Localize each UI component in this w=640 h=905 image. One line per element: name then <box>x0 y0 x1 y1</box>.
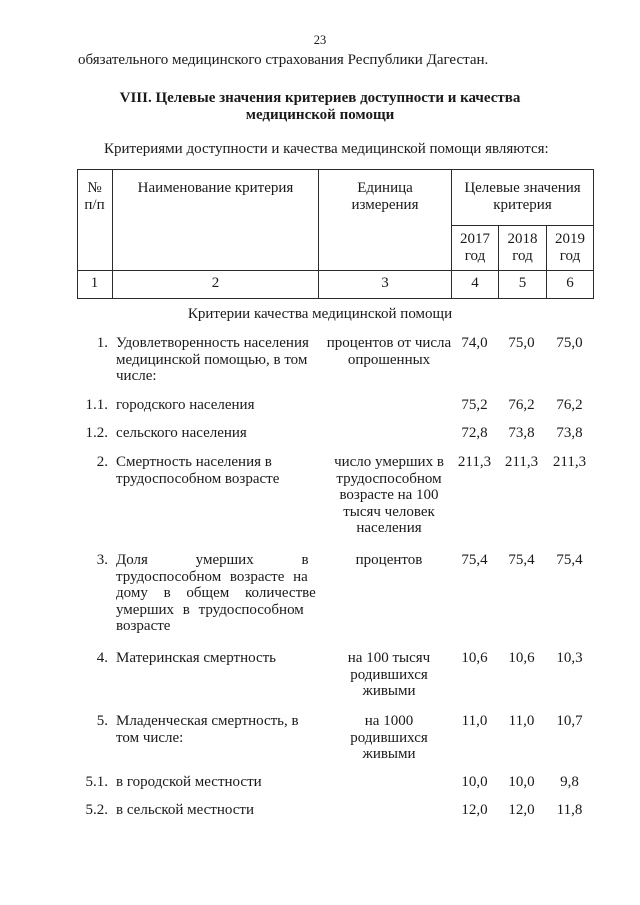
value-2017: 10,6 <box>461 650 488 666</box>
row-number: 4. <box>96 650 108 666</box>
value-2019: 211,3 <box>552 454 587 470</box>
row-number: 2. <box>96 454 108 470</box>
header-text: п/п <box>84 197 105 213</box>
year-value: 2019 <box>555 231 585 247</box>
unit-line: возрасте на 100 <box>339 487 439 503</box>
unit-line: живыми <box>362 683 416 699</box>
row-number: 1. <box>96 335 108 351</box>
header-target-col <box>452 180 593 214</box>
value-2019: 76,2 <box>556 397 583 413</box>
criterion-line: возрасте <box>116 618 171 634</box>
unit-cell <box>321 552 457 569</box>
criterion-line: умерших в трудоспособном <box>116 601 304 618</box>
criterion-name <box>116 397 316 414</box>
value-2018: 76,2 <box>508 397 535 413</box>
criterion-name <box>116 650 316 667</box>
column-number: 6 <box>566 275 574 291</box>
unit-cell <box>321 650 457 700</box>
value-2017: 75,4 <box>461 552 488 568</box>
value-2019: 73,8 <box>556 425 583 441</box>
lead-text: обязательного медицинского страхования Республики Дагестан. <box>78 52 489 68</box>
value-2017: 72,8 <box>461 425 488 441</box>
criterion-name <box>116 713 316 746</box>
unit-cell <box>321 713 457 763</box>
header-text: Единица <box>357 180 413 196</box>
year-unit: год <box>512 248 533 264</box>
header-number-col <box>77 180 112 214</box>
criterion-name <box>116 454 316 487</box>
header-name-col: Наименование критерия <box>137 180 294 196</box>
unit-line: число умерших в <box>334 454 444 470</box>
value-2017: 12,0 <box>461 802 488 818</box>
row-number: 1.1. <box>85 397 108 413</box>
value-2019: 11,8 <box>556 802 583 818</box>
year-unit: год <box>464 248 486 264</box>
section-title: Критерии качества медицинской помощи <box>187 306 453 322</box>
value-2018: 11,0 <box>508 713 535 729</box>
value-2019: 75,0 <box>556 335 583 351</box>
row-number: 3. <box>96 552 108 568</box>
intro-text: Критериями доступности и качества медицинской помощи являются: <box>104 141 549 157</box>
row-number: 5. <box>96 713 108 729</box>
header-year-2019 <box>547 231 593 265</box>
value-2019: 75,4 <box>556 552 583 568</box>
value-2017: 10,0 <box>461 774 488 790</box>
unit-line: процентов от числа <box>326 335 452 351</box>
row-number: 5.1. <box>85 774 108 790</box>
criterion-line: Смертность населения в <box>116 454 272 470</box>
value-2017: 11,0 <box>461 713 488 729</box>
unit-line: процентов <box>355 552 423 568</box>
value-2017: 75,2 <box>461 397 488 413</box>
value-2018: 75,4 <box>508 552 535 568</box>
header-text: измерения <box>351 197 419 213</box>
value-2017: 74,0 <box>461 335 488 351</box>
header-year-2018 <box>499 231 546 265</box>
header-year-2017 <box>452 231 498 265</box>
unit-line: тысяч человек <box>343 503 435 520</box>
unit-line: населения <box>356 520 422 536</box>
criterion-line: числе: <box>116 368 157 384</box>
criterion-name <box>116 335 316 385</box>
criterion-line: Материнская смертность <box>116 650 277 666</box>
year-value: 2017 <box>460 231 490 247</box>
value-2018: 211,3 <box>504 454 539 470</box>
value-2018: 12,0 <box>508 802 535 818</box>
unit-line: опрошенных <box>347 351 431 368</box>
unit-line: на 100 тысяч <box>347 650 431 666</box>
unit-cell <box>321 454 457 537</box>
value-2018: 10,0 <box>508 774 535 790</box>
row-number: 1.2. <box>85 425 108 441</box>
unit-line: на 1000 <box>364 713 414 729</box>
criterion-name <box>116 552 316 635</box>
criterion-line: сельского населения <box>116 425 247 441</box>
criterion-line: медицинской помощью, в том <box>116 351 308 368</box>
criterion-line: трудоспособном возрасте <box>116 470 280 487</box>
section-heading-line: медицинской помощи <box>245 107 395 123</box>
value-2018: 73,8 <box>508 425 535 441</box>
column-number: 4 <box>471 275 479 291</box>
unit-line: живыми <box>362 746 416 762</box>
column-number: 2 <box>211 275 220 291</box>
section-heading-line: VIII. Целевые значения критериев доступности и качества <box>119 90 521 106</box>
criterion-line: том числе: <box>116 729 184 746</box>
column-number: 1 <box>90 275 99 291</box>
column-number: 3 <box>381 275 389 291</box>
criterion-name <box>116 425 316 442</box>
criterion-line: дому в общем количестве <box>116 585 316 601</box>
criterion-name <box>116 802 316 819</box>
header-unit-col <box>319 180 451 214</box>
criterion-line: в городской местности <box>116 774 262 790</box>
table-header <box>77 169 594 299</box>
year-unit: год <box>559 248 581 264</box>
criterion-name <box>116 774 316 791</box>
criterion-line: трудоспособном возрасте на <box>116 568 308 585</box>
value-2019: 9,8 <box>560 774 579 790</box>
unit-line: родившихся <box>350 729 428 746</box>
page-number: 23 <box>313 33 327 47</box>
header-text: № <box>87 180 102 196</box>
value-2017: 211,3 <box>457 454 492 470</box>
header-text: критерия <box>493 197 552 213</box>
unit-cell <box>321 335 457 368</box>
criterion-line: Удовлетворенность населения <box>116 335 309 351</box>
criterion-line: в сельской местности <box>116 802 254 818</box>
value-2018: 10,6 <box>508 650 535 666</box>
column-number: 5 <box>518 275 527 291</box>
header-text: Целевые значения <box>464 180 581 196</box>
criterion-line: городского населения <box>116 397 255 413</box>
unit-line: трудоспособном <box>336 470 442 487</box>
value-2019: 10,3 <box>556 650 583 666</box>
unit-line: родившихся <box>350 666 428 683</box>
year-value: 2018 <box>507 231 538 247</box>
value-2019: 10,7 <box>556 713 583 729</box>
section-heading <box>0 90 640 124</box>
row-number: 5.2. <box>85 802 108 818</box>
criterion-line: Младенческая смертность, в <box>116 713 299 729</box>
value-2018: 75,0 <box>508 335 535 351</box>
criterion-line: Доля умерших в <box>116 552 309 568</box>
